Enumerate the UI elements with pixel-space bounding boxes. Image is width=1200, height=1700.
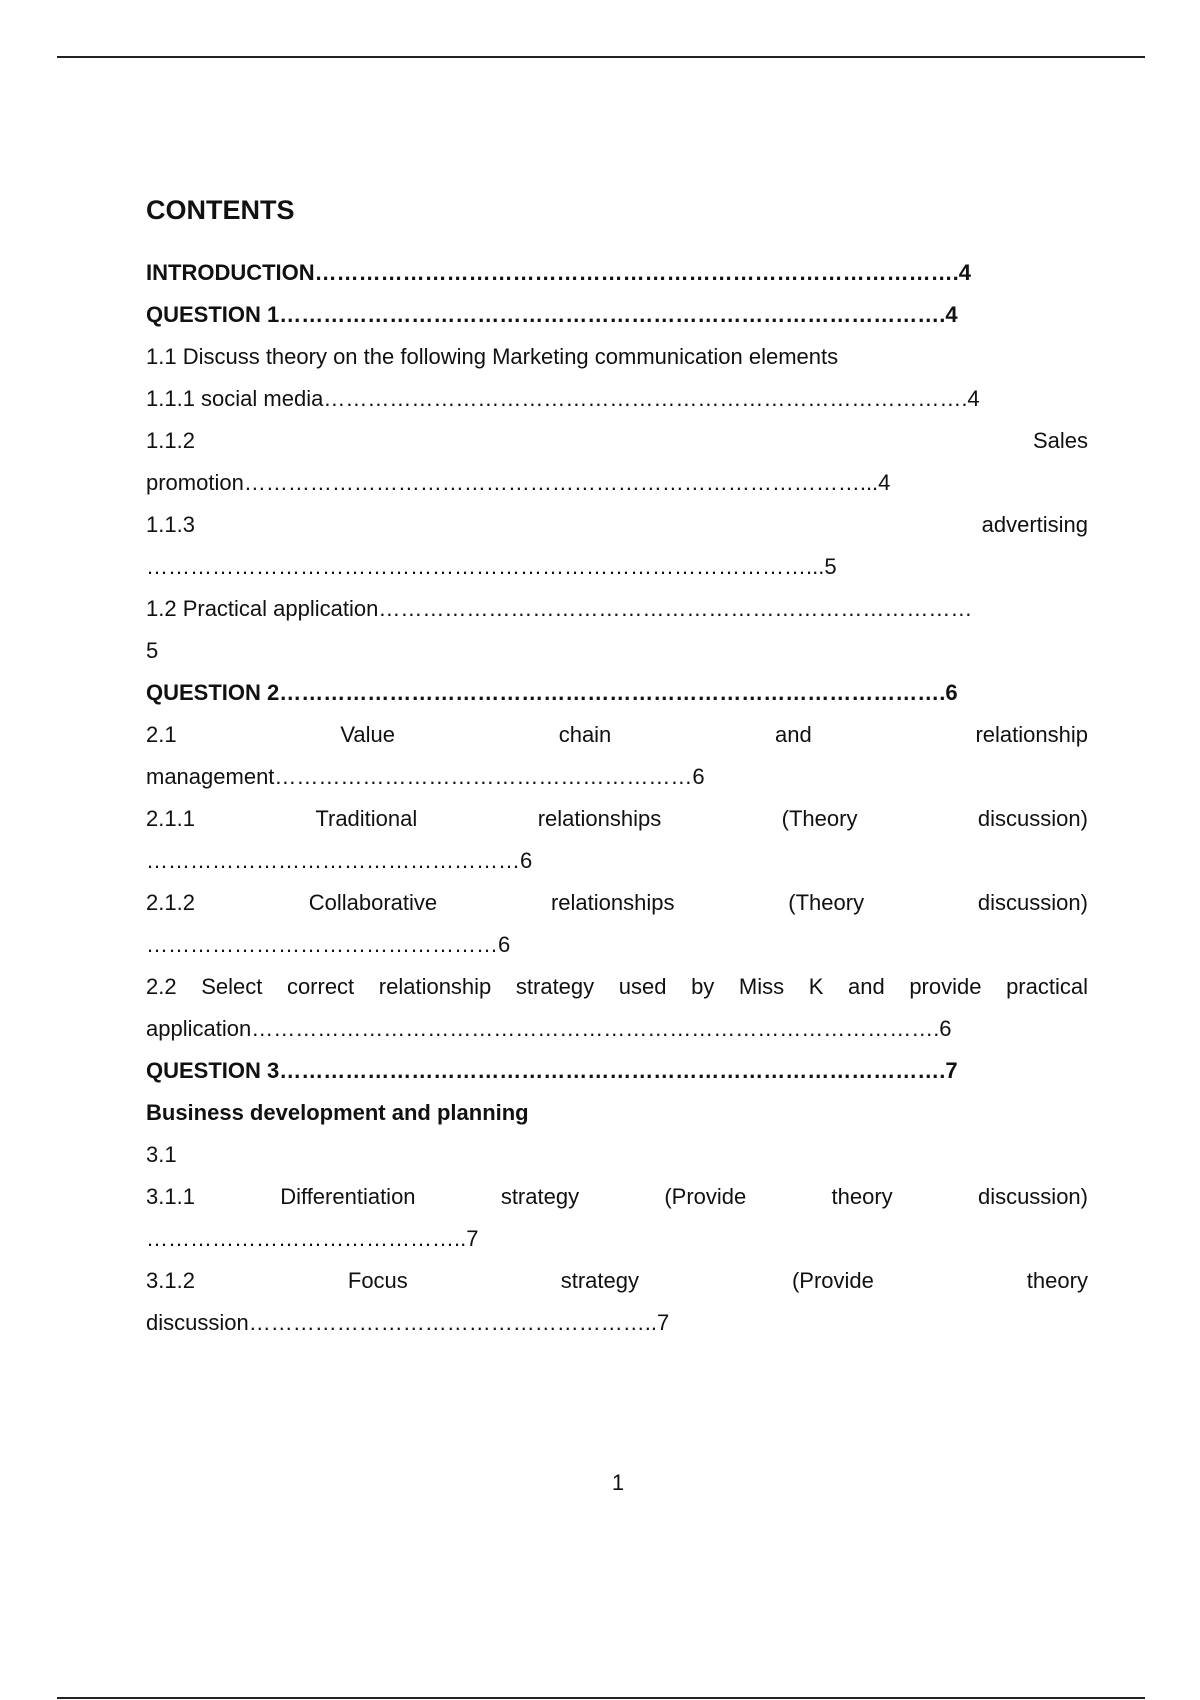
toc-lines — [146, 252, 1088, 1344]
top-rule — [57, 56, 1145, 58]
toc-word: used — [618, 974, 667, 999]
toc-word: Sales — [1032, 428, 1088, 453]
toc-word: provide — [909, 974, 982, 999]
toc-line-justified — [146, 1176, 1088, 1218]
toc-word: theory — [831, 1184, 893, 1209]
toc-word: and — [848, 974, 885, 999]
toc-line-justified — [146, 420, 1088, 462]
toc-entry: 3.1 — [146, 1142, 177, 1167]
toc-entry-bold: Business development and planning — [146, 1100, 529, 1125]
toc-word: 1.1.2 — [146, 428, 195, 453]
toc-word: relationships — [550, 890, 675, 915]
toc-entry: 1.1 Discuss theory on the following Marketing communication elements — [146, 344, 839, 369]
toc-entry: ……………………………………………6 — [146, 848, 533, 873]
toc-entry: …………………………………………6 — [146, 932, 511, 957]
toc-word: correct — [286, 974, 355, 999]
toc-word: strategy — [515, 974, 595, 999]
toc-word: relationships — [537, 806, 662, 831]
toc-entry: application………………………………………………………………………………….6 — [146, 1016, 952, 1041]
toc-word: 2.1 — [146, 722, 177, 747]
toc-word: relationship — [975, 722, 1088, 747]
toc-word: 2.2 — [146, 974, 177, 999]
toc-word: chain — [558, 722, 612, 747]
page-number: 1 — [611, 1470, 625, 1495]
toc-entry-bold: QUESTION 2……………………………………………………………………………….6 — [146, 680, 958, 705]
toc-line-justified — [146, 504, 1088, 546]
toc-word: discussion) — [977, 890, 1088, 915]
toc-entry: promotion…………………………………………………………………………...4 — [146, 470, 891, 495]
toc-entry: 1.2 Practical application……………………………………………………………………… — [146, 596, 973, 621]
toc-word: Collaborative — [308, 890, 438, 915]
bottom-rule — [57, 1697, 1145, 1699]
toc-word: (Provide — [791, 1268, 874, 1293]
toc-entry-bold: INTRODUCTION…………………………………………………………………………….4 — [146, 260, 971, 285]
toc-word: Traditional — [315, 806, 418, 831]
toc-line-justified — [146, 882, 1088, 924]
contents-heading: CONTENTS — [146, 195, 295, 225]
toc-word: practical — [1006, 974, 1088, 999]
toc-entry: ……………………………………..7 — [146, 1226, 479, 1251]
table-of-contents — [146, 190, 1088, 1344]
toc-word: strategy — [500, 1184, 580, 1209]
toc-word: theory — [1026, 1268, 1088, 1293]
toc-word: by — [691, 974, 715, 999]
toc-word: (Theory — [781, 806, 858, 831]
toc-line-justified — [146, 798, 1088, 840]
toc-entry: 5 — [146, 638, 159, 663]
toc-entry-bold: QUESTION 3……………………………………………………………………………….7 — [146, 1058, 958, 1083]
toc-word: relationship — [378, 974, 492, 999]
toc-word: and — [775, 722, 812, 747]
toc-word: Differentiation — [280, 1184, 416, 1209]
toc-entry: 1.1.1 social media…………………………………………………………………………….4 — [146, 386, 980, 411]
toc-word: K — [808, 974, 824, 999]
toc-word: Select — [201, 974, 263, 999]
toc-word: Value — [340, 722, 395, 747]
toc-word: (Provide — [664, 1184, 747, 1209]
toc-word: Miss — [738, 974, 785, 999]
toc-word: strategy — [560, 1268, 639, 1293]
toc-word: 2.1.1 — [146, 806, 195, 831]
toc-word: 1.1.3 — [146, 512, 195, 537]
toc-word: discussion) — [977, 806, 1088, 831]
toc-word: discussion) — [977, 1184, 1088, 1209]
toc-word: 3.1.1 — [146, 1184, 195, 1209]
toc-entry-bold: QUESTION 1……………………………………………………………………………….4 — [146, 302, 958, 327]
toc-word: (Theory — [788, 890, 865, 915]
toc-entry: discussion………………………………………………..7 — [146, 1310, 670, 1335]
toc-entry: ………………………………………………………………………………...5 — [146, 554, 837, 579]
toc-word: Focus — [347, 1268, 408, 1293]
toc-entry: management…………………………………………………6 — [146, 764, 705, 789]
toc-word: 2.1.2 — [146, 890, 195, 915]
toc-word: 3.1.2 — [146, 1268, 195, 1293]
toc-line-justified — [146, 1260, 1088, 1302]
toc-line-justified — [146, 714, 1088, 756]
toc-line-justified — [146, 966, 1088, 1008]
toc-word: advertising — [981, 512, 1088, 537]
